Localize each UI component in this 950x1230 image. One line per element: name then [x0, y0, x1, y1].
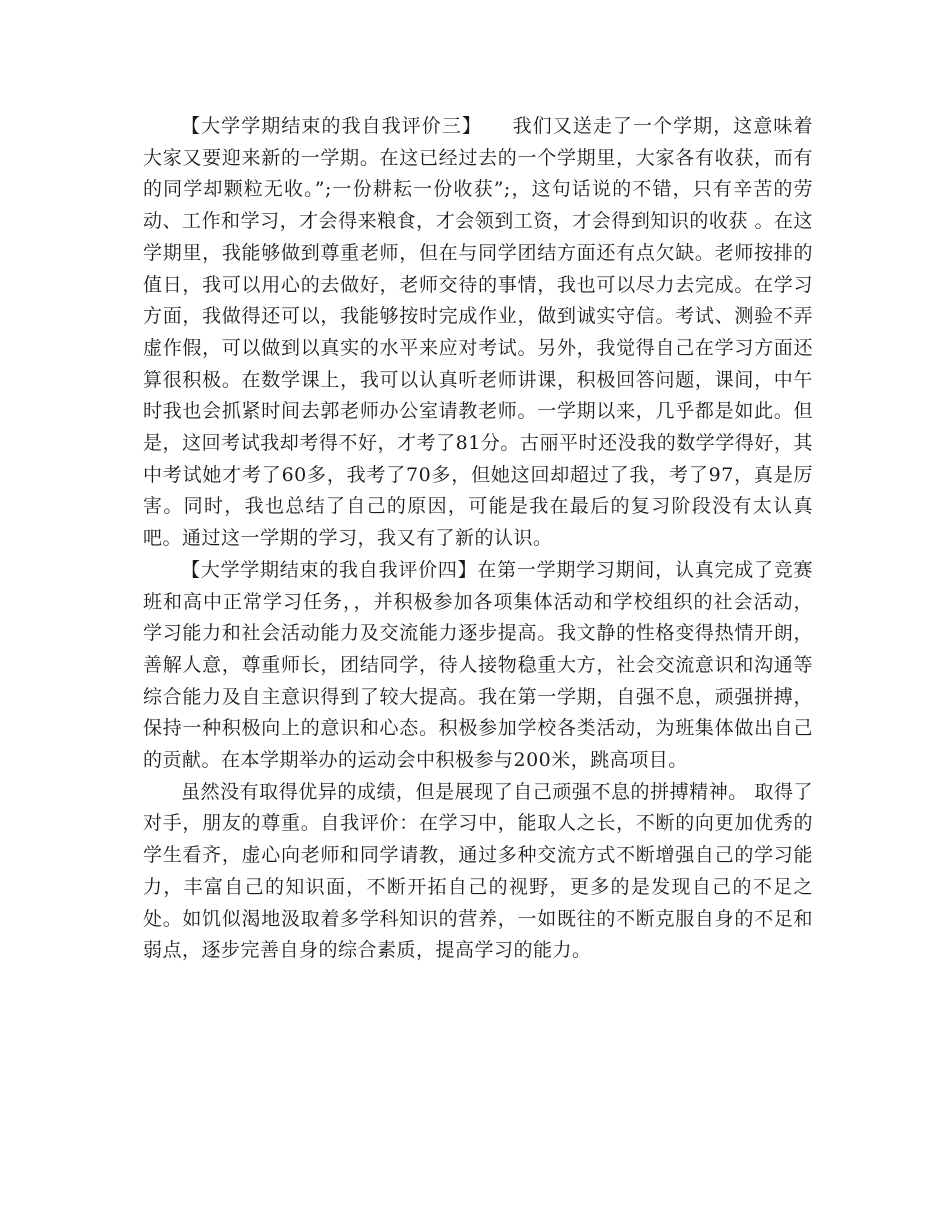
- document-page: [143, 111, 813, 967]
- paragraph-self-evaluation-three: 【大学学期结束的我自我评价三】 我们又送走了一个学期，这意味着大家又要迎来新的一学期。在这已经过去的一个学期里，大家各有收获，而有的同学却颗粒无收。”;一份耕耘一份收获”;，这句话说的不错，只有辛苦的劳动、工作和学习，才会得来粮食，才会领到工资，才会得到知识的收获 。在这学期里，我能够做到尊重老师，但在与同学团结方面还有点欠缺。老师按排的值日，我可以用心的去做好，老师交待的事情，我也可以尽力去完成。在学习方面，我做得还可以，我能够按时完成作业，做到诚实守信。考试、测验不弄虚作假，可以做到以真实的水平来应对考试。另外，我觉得自己在学习方面还算很积极。在数学课上，我可以认真听老师讲课，积极回答问题，课间，中午时我也会抓紧时间去郭老师办公室请教老师。一学期以来，几乎都是如此。但是，这回考试我却考得不好，才考了81分。古丽平时还没我的数学学得好，其中考试她才考了60多，我考了70多，但她这回却超过了我，考了97，真是厉害。同时，我也总结了自己的原因，可能是我在最后的复习阶段没有太认真吧。通过这一学期的学习，我又有了新的认识。: [143, 115, 813, 550]
- paragraph-self-evaluation-four: 【大学学期结束的我自我评价四】在第一学期学习期间，认真完成了竞赛班和高中正常学习任务，，并积极参加各项集体活动和学校组织的社会活动，学习能力和社会活动能力及交流能力逐步提高。我文静的性格变得热情开朗，善解人意，尊重师长，团结同学，待人接物稳重大方，社会交流意识和沟通等综合能力及自主意识得到了较大提高。我在第一学期，自强不息，顽强拼搏，保持一种积极向上的意识和心态。积极参加学校各类活动，为班集体做出自己的贡献。在本学期举办的运动会中积极参与200米，跳高项目。: [143, 558, 813, 772]
- paragraph-self-evaluation-summary: 虽然没有取得优异的成绩，但是展现了自己顽强不息的拼搏精神。 取得了对手，朋友的尊重。自我评价：在学习中，能取人之长，不断的向更加优秀的学生看齐，虚心向老师和同学请教，通过多种交流方式不断增强自己的学习能力，丰富自己的知识面，不断开拓自己的视野，更多的是发现自己的不足之处。如饥似渴地汲取着多学科知识的营养，一如既往的不断克服自身的不足和弱点，逐步完善自身的综合素质，提高学习的能力。: [143, 780, 813, 962]
